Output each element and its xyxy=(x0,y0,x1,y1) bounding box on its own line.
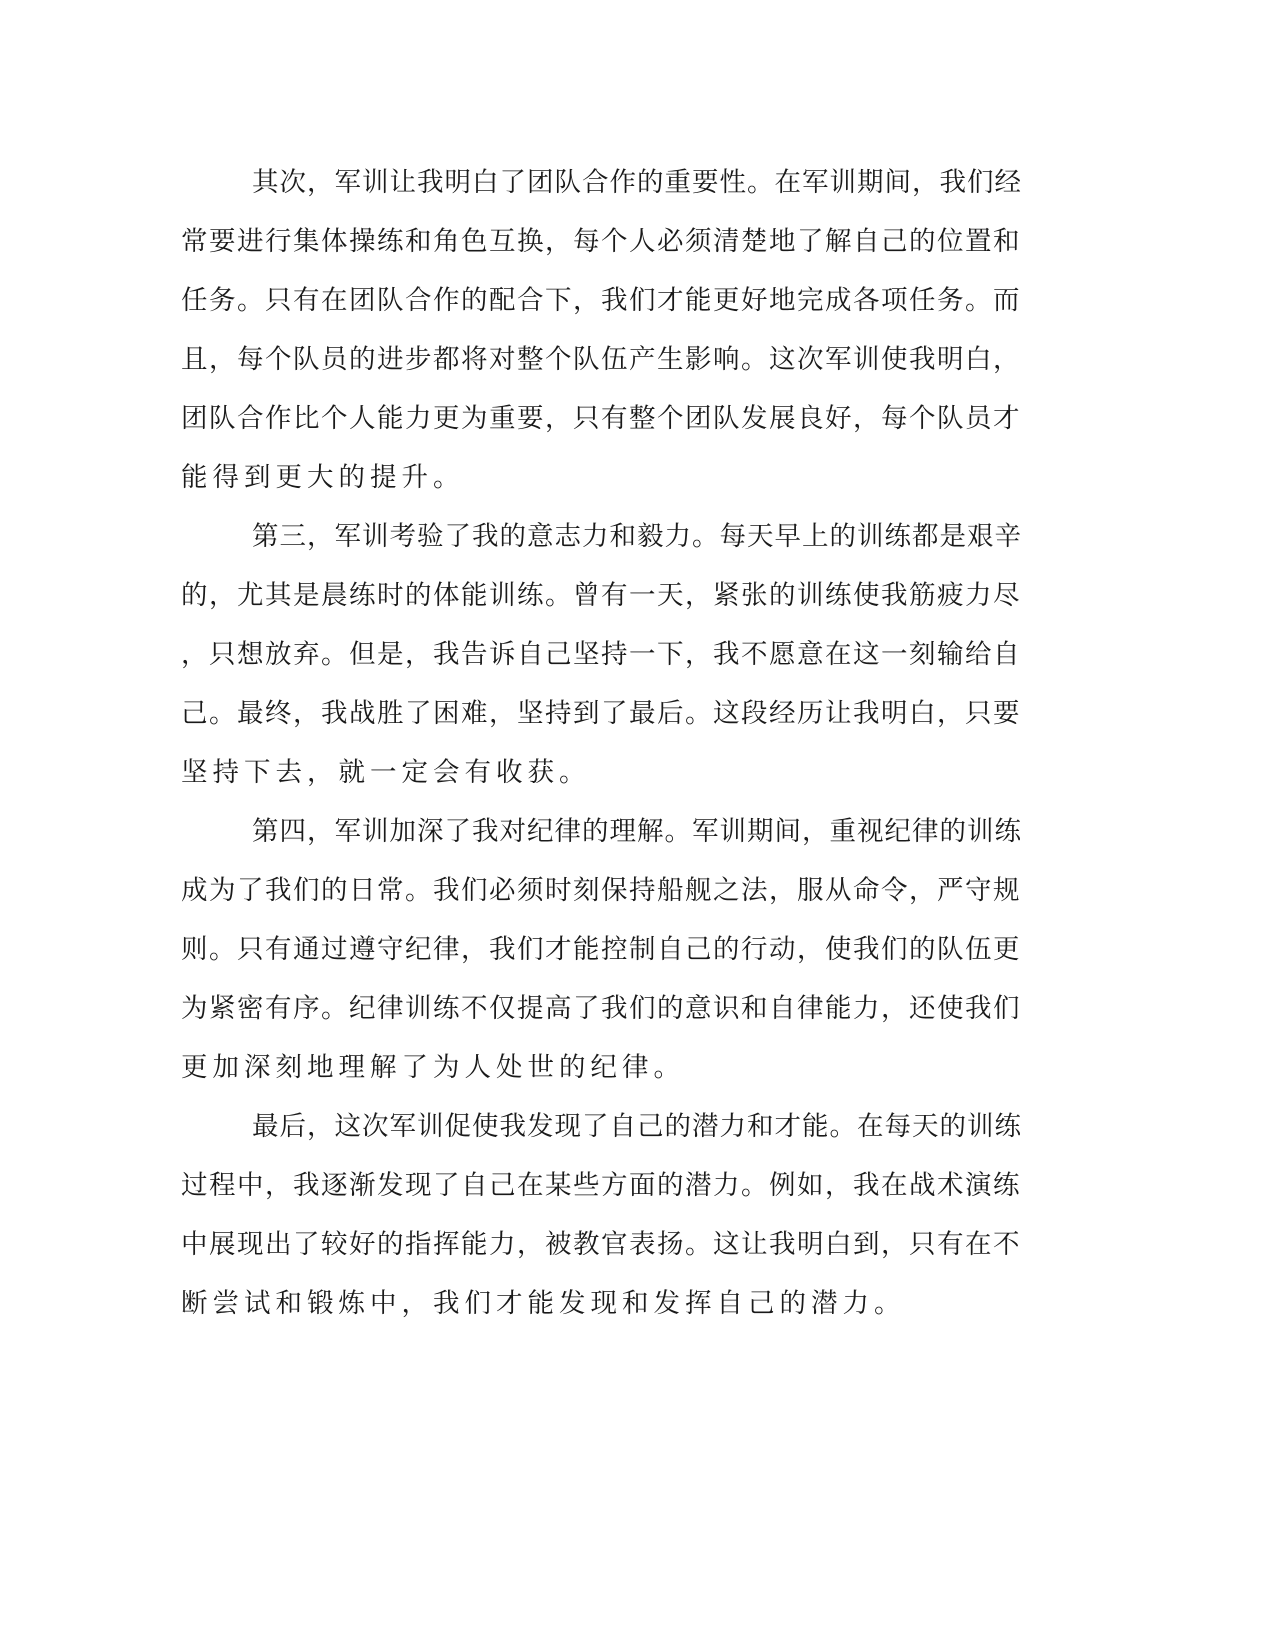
paragraph-2-line-1: 第三，军训考验了我的意志力和毅力。每天早上的训练都是艰辛 xyxy=(252,521,1022,552)
paragraph-2-line-5: 坚持下去，就一定会有收获。 xyxy=(181,757,591,788)
paragraph-1-line-1: 其次，军训让我明白了团队合作的重要性。在军训期间，我们经 xyxy=(252,167,1022,198)
paragraph-1-line-5: 团队合作比个人能力更为重要，只有整个团队发展良好，每个队员才 xyxy=(181,403,1021,434)
paragraph-3-line-1: 第四，军训加深了我对纪律的理解。军训期间，重视纪律的训练 xyxy=(252,816,1022,847)
paragraph-3-line-3: 则。只有通过遵守纪律，我们才能控制自己的行动，使我们的队伍更 xyxy=(181,934,1021,965)
paragraph-4-line-2: 过程中，我逐渐发现了自己在某些方面的潜力。例如，我在战术演练 xyxy=(181,1170,1021,1201)
paragraph-2-line-4: 己。最终，我战胜了困难，坚持到了最后。这段经历让我明白，只要 xyxy=(181,698,1021,729)
paragraph-1-line-3: 任务。只有在团队合作的配合下，我们才能更好地完成各项任务。而 xyxy=(181,285,1021,316)
paragraph-2-line-3: ，只想放弃。但是，我告诉自己坚持一下，我不愿意在这一刻输给自 xyxy=(181,639,1021,670)
paragraph-2-line-2: 的，尤其是晨练时的体能训练。曾有一天，紧张的训练使我筋疲力尽 xyxy=(181,580,1021,611)
paragraph-4-line-1: 最后，这次军训促使我发现了自己的潜力和才能。在每天的训练 xyxy=(252,1111,1022,1142)
paragraph-4-line-4: 断尝试和锻炼中，我们才能发现和发挥自己的潜力。 xyxy=(181,1288,906,1319)
paragraph-3-line-4: 为紧密有序。纪律训练不仅提高了我们的意识和自律能力，还使我们 xyxy=(181,993,1021,1024)
paragraph-1-line-6: 能得到更大的提升。 xyxy=(181,462,465,493)
paragraph-1-line-4: 且，每个队员的进步都将对整个队伍产生影响。这次军训使我明白， xyxy=(181,344,1021,375)
paragraph-3-line-5: 更加深刻地理解了为人处世的纪律。 xyxy=(181,1052,685,1083)
paragraph-4-line-3: 中展现出了较好的指挥能力，被教官表扬。这让我明白到，只有在不 xyxy=(181,1229,1021,1260)
paragraph-3-line-2: 成为了我们的日常。我们必须时刻保持船舰之法，服从命令，严守规 xyxy=(181,875,1021,906)
paragraph-1-line-2: 常要进行集体操练和角色互换，每个人必须清楚地了解自己的位置和 xyxy=(181,226,1021,257)
